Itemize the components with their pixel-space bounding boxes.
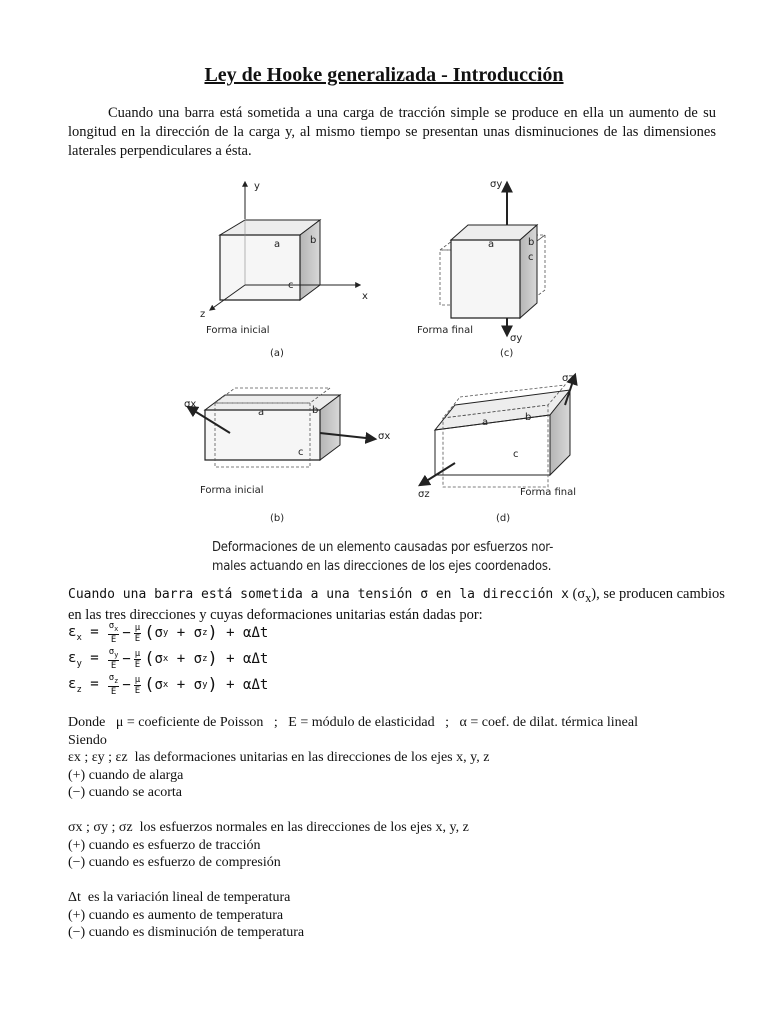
axis-y-label: y	[254, 181, 260, 192]
figure-caption-line1: Deformaciones de un elemento causadas por esfuerzos nor-	[212, 540, 554, 555]
face-b-label: b	[310, 235, 317, 246]
eq-s1: σ	[154, 677, 163, 693]
eq-lhs-sub: z	[76, 684, 82, 695]
definitions	[68, 714, 748, 942]
eq-tail: + αΔt	[226, 651, 269, 667]
face-a-label: a	[482, 417, 489, 428]
face-a-label: a	[258, 407, 265, 418]
form-label-a: Forma inicial	[206, 325, 270, 336]
equation-epsilon-z: $\varepsilon_z$ = $\frac{\sigma_z}{E}$ − $\frac{\mu}{E}$ ( σ x + σ y ) + αΔt	[68, 673, 269, 697]
panel-label-c: (c)	[500, 348, 514, 359]
sigma-z-bottom: σz	[418, 489, 430, 500]
def-dt-minus: (−) cuando es disminución de temperatura	[68, 925, 305, 940]
equation-epsilon-y: $\varepsilon_y$ = $\frac{\sigma_y}{E}$ − $\frac{\mu}{E}$ ( σ x + σ z ) + αΔt	[68, 647, 269, 671]
def-eps-plus: (+) cuando de alarga	[68, 767, 184, 783]
eq-tail: + αΔt	[226, 625, 269, 641]
def-sig-minus: (−) cuando es esfuerzo de compresión	[68, 855, 281, 870]
tension-text-1: Cuando una barra está sometida a una tensión σ en la dirección x	[68, 587, 569, 602]
face-a-label: a	[274, 239, 281, 250]
face-c-label: c	[528, 252, 534, 263]
deformation-figure	[170, 175, 600, 524]
sigma-y-bottom: σy	[510, 333, 523, 344]
def-eps-minus: (−) cuando se acorta	[68, 785, 183, 800]
eq-lhs: ε	[68, 623, 77, 640]
eq-s2: σ	[193, 625, 203, 641]
eq-s2-sub: y	[202, 680, 208, 690]
eq-num: σ	[108, 647, 115, 658]
eq-num: σ	[108, 621, 115, 632]
face-a-label: a	[488, 239, 495, 250]
eq-num-sub: y	[114, 650, 119, 659]
def-donde: Donde μ = coeficiente de Poisson ; E = módulo de elasticidad ; α = coef. de dilat. térmica lineal	[68, 715, 638, 730]
def-sig-plus: (+) cuando es esfuerzo de tracción	[68, 837, 261, 853]
eq-num: σ	[108, 673, 115, 684]
face-b-label: b	[312, 405, 319, 416]
panel-b	[184, 388, 390, 524]
panel-d	[418, 373, 576, 524]
panel-c	[417, 179, 545, 359]
eq-mu: μ	[134, 648, 141, 659]
eq-lhs: ε	[68, 675, 77, 692]
eq-tail: + αΔt	[226, 677, 269, 693]
def-sig-line: σx ; σy ; σz los esfuerzos normales en las direcciones de los ejes x, y, z	[68, 820, 469, 835]
eq-s1: σ	[154, 625, 163, 641]
eq-mu-den: E	[134, 685, 141, 696]
tension-sub: x	[585, 590, 592, 605]
equation-epsilon-x: $\varepsilon_x$ = $\frac{\sigma_x}{E}$ − $\frac{\mu}{E}$ ( σ y + σ z ) + αΔt	[68, 621, 269, 645]
eq-lhs-sub: y	[76, 658, 82, 669]
face-c-label: c	[298, 447, 304, 458]
axis-z-label: z	[200, 309, 206, 320]
eq-s2-sub: z	[202, 628, 208, 638]
def-siendo: Siendo	[68, 732, 107, 748]
form-label-b: Forma inicial	[200, 485, 264, 496]
form-label-c: Forma final	[417, 325, 474, 336]
tension-text-3: ), se producen cambios en las tres direcciones y cuyas deformaciones unitarias están dadas por:	[68, 586, 725, 623]
sigma-y-top: σy	[490, 179, 503, 190]
eq-lhs-sub: x	[76, 632, 82, 643]
sigma-z-top: σz	[562, 373, 574, 384]
eq-mu-den: E	[134, 659, 141, 670]
eq-s1-sub: x	[162, 654, 169, 664]
axis-x-label: x	[362, 291, 368, 302]
intro-paragraph: Cuando una barra está sometida a una carga de tracción simple se produce en ella un aumento de su longitud en la dirección de la carga y, al mismo tiempo se presentan unas disminuciones de las dimensiones laterales perpendiculares a ésta.	[68, 105, 716, 159]
sigma-x-right: σx	[378, 431, 391, 442]
def-eps-line: εx ; εy ; εz las deformaciones unitarias en las direcciones de los ejes x, y, z	[68, 750, 490, 765]
face-c-label: c	[513, 449, 519, 460]
sigma-x-left: σx	[184, 399, 197, 410]
face-b-label: b	[525, 412, 532, 423]
form-label-d: Forma final	[520, 487, 577, 498]
tension-text-2: (σ	[568, 586, 586, 602]
eq-lhs: ε	[68, 649, 77, 666]
eq-mu-den: E	[134, 633, 141, 644]
eq-mu: μ	[134, 622, 141, 633]
def-dt-line: Δt es la variación lineal de temperatura	[68, 890, 291, 905]
eq-s2: σ	[193, 677, 203, 693]
eq-s1-sub: x	[162, 680, 169, 690]
eq-num-sub: x	[114, 624, 119, 633]
panel-label-a: (a)	[270, 348, 284, 359]
eq-s2-sub: z	[202, 654, 208, 664]
paragraph-tension	[68, 586, 728, 624]
eq-mu: μ	[134, 674, 141, 685]
panel-label-b: (b)	[270, 513, 285, 524]
face-c-label: c	[288, 280, 294, 291]
page-title: Ley de Hooke generalizada - Introducción	[204, 64, 564, 86]
panel-a	[200, 181, 368, 359]
eq-s1-sub: y	[162, 628, 169, 638]
eq-den: E	[110, 634, 117, 645]
eq-s2: σ	[193, 651, 203, 667]
eq-den: E	[110, 686, 117, 697]
figure-caption-line2: males actuando en las direcciones de los ejes coordenados.	[212, 559, 552, 574]
eq-den: E	[110, 660, 117, 671]
def-dt-plus: (+) cuando es aumento de temperatura	[68, 907, 284, 923]
eq-num-sub: z	[114, 676, 119, 685]
panel-label-d: (d)	[496, 513, 511, 524]
eq-s1: σ	[154, 651, 163, 667]
face-b-label: b	[528, 237, 535, 248]
